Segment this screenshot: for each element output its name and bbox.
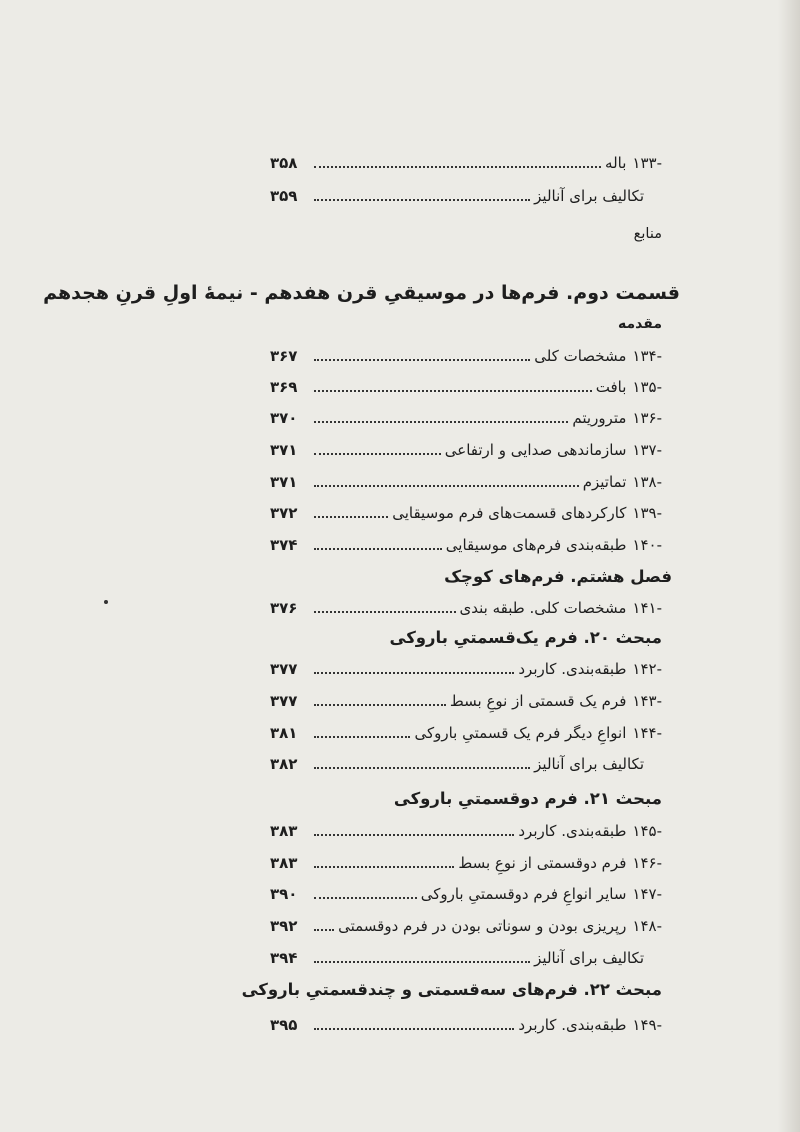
dot-leader — [314, 421, 568, 423]
page-number: ۳۸۲ — [270, 755, 298, 773]
entry-number: ۱۳۹- — [632, 504, 662, 522]
page-number: ۳۹۴ — [270, 949, 298, 967]
entry-number: ۱۳۸- — [632, 473, 662, 491]
dot-leader — [314, 611, 456, 613]
page-number: ۳۸۳ — [270, 854, 298, 872]
page-number: ۳۷۱ — [270, 473, 298, 491]
dot-leader — [314, 548, 442, 550]
toc-entry[interactable] — [270, 343, 662, 369]
dot-leader — [314, 359, 530, 361]
entry-title: رپریزی بودن و سوناتی بودن در فرم دوقسمتی — [338, 917, 627, 935]
page-number: ۳۵۸ — [270, 154, 298, 172]
toc-entry[interactable] — [270, 850, 662, 876]
entry-title: طبقه‌بندی. کاربرد — [518, 660, 627, 678]
page-number: ۳۵۹ — [270, 187, 298, 205]
chapter-eight-heading[interactable]: فصل هشتم. فرم‌های کوچک — [444, 567, 672, 586]
toc-entry[interactable] — [270, 150, 662, 176]
dot-leader — [314, 485, 579, 487]
entry-title: تکالیف برای آنالیز — [534, 949, 644, 967]
toc-entry[interactable] — [270, 532, 662, 558]
topic-20-heading[interactable]: مبحث ۲۰. فرم یک‌قسمتیِ باروکی — [389, 628, 662, 647]
dot-leader — [314, 199, 530, 201]
toc-entry[interactable] — [270, 720, 662, 746]
toc-entry[interactable] — [270, 913, 662, 939]
entry-number: ۱۴۴- — [632, 724, 662, 742]
entry-title: مشخصات کلی — [534, 347, 627, 365]
toc-entry[interactable] — [270, 656, 662, 682]
dot-leader — [314, 834, 514, 836]
entry-title: متروریتم — [572, 409, 627, 427]
topic-21-heading[interactable]: مبحث ۲۱. فرم دوقسمتیِ باروکی — [393, 789, 662, 808]
toc-entry[interactable] — [270, 818, 662, 844]
toc-entry[interactable] — [270, 945, 662, 971]
page-number: ۳۹۰ — [270, 885, 298, 903]
toc-entry[interactable] — [270, 500, 662, 526]
entry-title: باله — [605, 154, 627, 172]
page-number: ۳۸۳ — [270, 822, 298, 840]
entry-title: فرم دوقسمتی از نوعِ بسط — [458, 854, 627, 872]
entry-number: ۱۴۸- — [632, 917, 662, 935]
page-number: ۳۶۹ — [270, 378, 298, 396]
dot-leader — [314, 453, 441, 455]
entry-number: ۱۴۱- — [632, 599, 662, 617]
entry-title: تماتیزم — [582, 473, 627, 491]
entry-number: ۱۴۷- — [632, 885, 662, 903]
entry-title: تکالیف برای آنالیز — [534, 755, 644, 773]
part-two-title[interactable]: قسمت دوم. فرم‌ها در موسیقیِ قرن هفدهم - نیمهٔ اولِ قرنِ هجدهم — [43, 282, 680, 304]
toc-entry[interactable] — [270, 183, 662, 209]
entry-title: سایر انواعِ فرم دوقسمتیِ باروکی — [420, 885, 627, 903]
page-number: ۳۹۵ — [270, 1016, 298, 1034]
entry-number: ۱۳۳- — [632, 154, 662, 172]
toc-entry[interactable] — [270, 405, 662, 431]
toc-entry[interactable] — [270, 595, 662, 621]
entry-title: تکالیف برای آنالیز — [534, 187, 644, 205]
dot-leader — [314, 390, 592, 392]
entry-number: ۱۳۶- — [632, 409, 662, 427]
dot-leader — [314, 704, 446, 706]
page-number: ۳۷۴ — [270, 536, 298, 554]
entry-title: سازماندهی صدایی و ارتفاعی — [444, 441, 627, 459]
entry-number: ۱۴۰- — [632, 536, 662, 554]
page-number: ۳۷۱ — [270, 441, 298, 459]
toc-entry[interactable] — [270, 1012, 662, 1038]
dot-leader — [314, 767, 530, 769]
toc-entry[interactable] — [270, 469, 662, 495]
page-number: ۳۷۷ — [270, 692, 298, 710]
dot-leader — [314, 516, 388, 518]
entry-title: بافت — [595, 378, 627, 396]
entry-title: طبقه‌بندی. کاربرد — [518, 822, 627, 840]
dot-leader — [314, 866, 454, 868]
dot-leader — [314, 166, 601, 168]
entry-number: ۱۴۵- — [632, 822, 662, 840]
page-number: ۳۷۲ — [270, 504, 298, 522]
page-number: ۳۷۰ — [270, 409, 298, 427]
sources-heading[interactable]: منابع — [633, 226, 662, 242]
page-number: ۳۸۱ — [270, 724, 298, 742]
entry-number: ۱۴۶- — [632, 854, 662, 872]
entry-number: ۱۴۲- — [632, 660, 662, 678]
entry-number: ۱۳۷- — [632, 441, 662, 459]
dot-leader — [314, 672, 514, 674]
toc-entry[interactable] — [270, 437, 662, 463]
entry-title: طبقه‌بندی. کاربرد — [518, 1016, 627, 1034]
entry-number: ۱۴۹- — [632, 1016, 662, 1034]
dot-leader — [314, 736, 410, 738]
topic-22-heading[interactable]: مبحث ۲۲. فرم‌های سه‌قسمتی و چندقسمتیِ باروکی — [241, 980, 662, 999]
dot-leader — [314, 929, 334, 931]
dot-leader — [314, 1028, 514, 1030]
page-number: ۳۷۷ — [270, 660, 298, 678]
entry-number: ۱۳۵- — [632, 378, 662, 396]
page-number: ۳۶۷ — [270, 347, 298, 365]
page-number: ۳۷۶ — [270, 599, 298, 617]
entry-title: کارکردهای قسمت‌های فرم موسیقایی — [392, 504, 627, 522]
toc-entry[interactable] — [270, 751, 662, 777]
toc-entry[interactable] — [270, 374, 662, 400]
entry-title: فرم یک قسمتی از نوعِ بسط — [449, 692, 627, 710]
entry-number: ۱۳۴- — [632, 347, 662, 365]
toc-entry[interactable] — [270, 688, 662, 714]
introduction-heading[interactable]: مقدمه — [618, 316, 662, 332]
dot-leader — [314, 961, 530, 963]
dot-leader — [314, 897, 417, 899]
entry-title: طبقه‌بندی فرم‌های موسیقایی — [445, 536, 627, 554]
entry-title: انواعِ دیگر فرم یک قسمتیِ باروکی — [414, 724, 627, 742]
toc-entry[interactable] — [270, 881, 662, 907]
page-number: ۳۹۲ — [270, 917, 298, 935]
entry-number: ۱۴۳- — [632, 692, 662, 710]
entry-title: مشخصات کلی. طبقه بندی — [459, 599, 627, 617]
